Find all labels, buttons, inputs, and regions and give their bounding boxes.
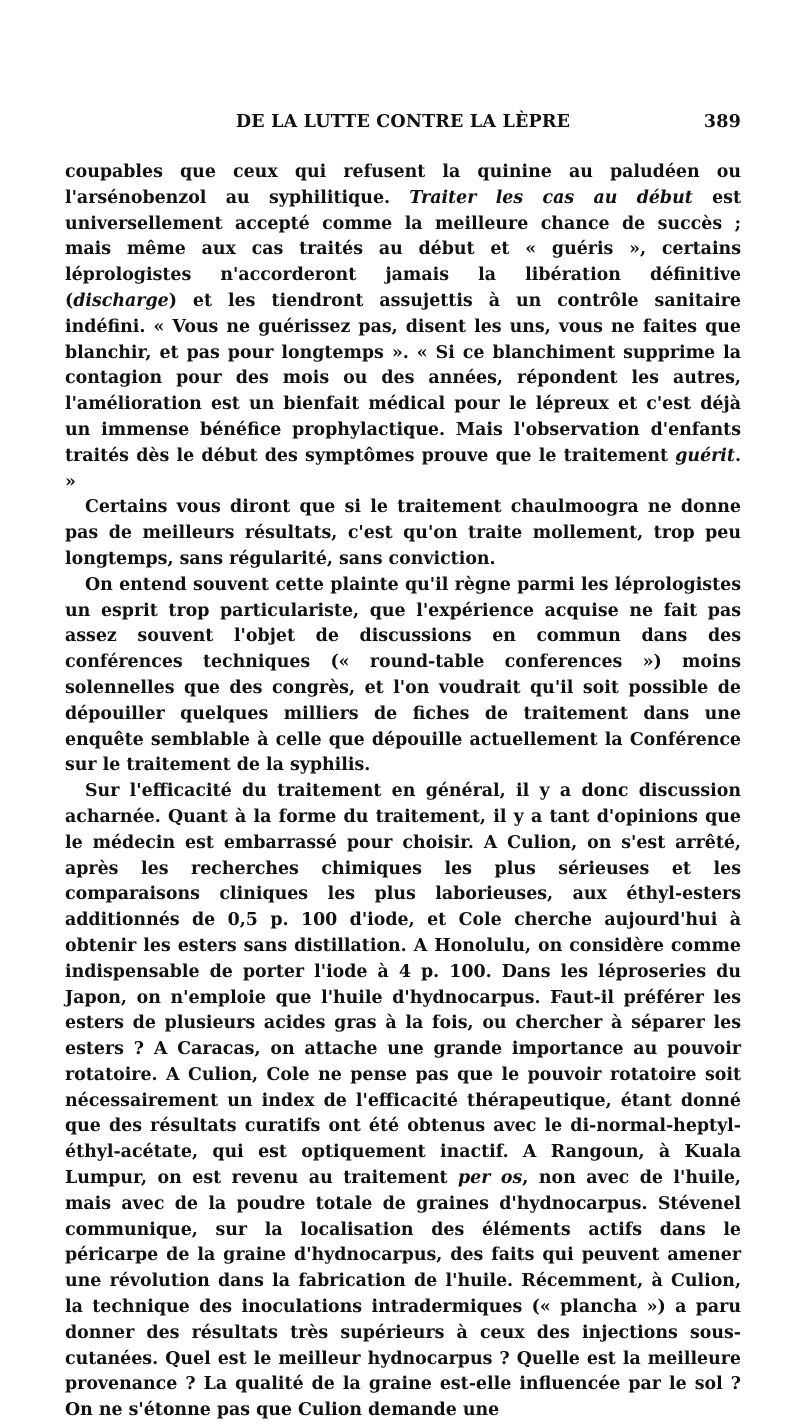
text-run: ) et les tiendront assujettis à un contrôle sanitaire indéfini. « Vous ne guérissez pas, disent les uns, vous ne faites que blanchir, et pas pour longtemps ». « Si ce blanchiment supprime la contagion pour des mois ou des années, répondent les autres, l'amélioration est un bienfait médical pour le lépreux et c'est déjà un immense bénéfice prophylactique. Mais l'observation d'enfants traités dès le début des symptômes prouve que le traitement bbox=[65, 290, 741, 466]
text-run: coupables que ceux qui refusent la quinine au paludéen ou l'arsénobenzol au syphilitique. bbox=[65, 162, 741, 208]
italic-run: per os bbox=[458, 1168, 523, 1189]
italic-run: Traiter les cas au début bbox=[409, 187, 693, 208]
paragraph-3 bbox=[65, 573, 741, 779]
text-run: est universellement accepté comme la meilleure chance de succès ; mais même aux cas traités au début et « guéris », certains léprologistes n'accorderont jamais la libération définitive ( bbox=[65, 187, 741, 311]
text-run: . » bbox=[65, 445, 741, 492]
running-title: DE LA LUTTE CONTRE LA LÈPRE bbox=[235, 112, 571, 132]
paragraph-2 bbox=[65, 495, 741, 572]
body-text bbox=[65, 160, 741, 1424]
italic-run: discharge bbox=[73, 290, 169, 311]
running-header bbox=[65, 112, 741, 142]
page-number: 389 bbox=[703, 112, 741, 132]
paragraph-4 bbox=[65, 779, 741, 1424]
text-run: On entend souvent cette plainte qu'il règne parmi les léprologistes un esprit trop particulariste, que l'expérience acquise ne fait pas assez souvent l'objet de discussions en commun dans des conférences techniques (« round-table conferences ») moins solennelles que des congrès, et l'on voudrait qu'il soit possible de dépouiller quelques milliers de fiches de traitement dans une enquête semblable à celle que dépouille actuellement la Conférence sur le traitement de la syphilis. bbox=[65, 574, 741, 776]
text-run: , non avec de l'huile, mais avec de la poudre totale de graines d'hydnocarpus. Stévenel communique, sur la localisation des éléments actifs dans le péricarpe de la graine d'hydnocarpus, des faits qui peuvent amener une révolution dans la fabrication de l'huile. Récemment, à Culion, la technique des inoculations intradermiques (« plancha ») a paru donner des résultats très supérieurs à ceux des injections sous-cutanées. Quel est le meilleur hydnocarpus ? Quelle est la meilleure provenance ? La qualité de la graine est-elle influencée par le sol ? On ne s'étonne pas que Culion demande une bbox=[65, 1168, 741, 1421]
paragraph-1 bbox=[65, 160, 741, 495]
document-page bbox=[65, 112, 741, 1424]
italic-run: guérit bbox=[675, 445, 735, 466]
text-run: Sur l'efficacité du traitement en général, il y a donc discussion acharnée. Quant à la forme du traitement, il y a tant d'opinions que le médecin est embarrassé pour choisir. A Culion, on s'est arrêté, après les recherches chimiques les plus sérieuses et les comparaisons cliniques les plus laborieuses, aux éthyl-esters additionnés de 0,5 p. 100 d'iode, et Cole cherche aujourd'hui à obtenir les esters sans distillation. A Honolulu, on considère comme indispensable de porter l'iode à 4 p. 100. Dans les léproseries du Japon, on n'emploie que l'huile d'hydnocarpus. Faut-il préférer les esters de plusieurs acides gras à la fois, ou chercher à séparer les esters ? A Caracas, on attache une grande importance au pouvoir rotatoire. A Culion, Cole ne pense pas que le pouvoir rotatoire soit nécessairement un index de l'efficacité thérapeutique, étant donné que des résultats curatifs ont été obtenus avec le di-normal-heptyl-éthyl-acétate, qui est optiquement inactif. A Rangoun, à Kuala Lumpur, on est revenu au traitement bbox=[65, 781, 741, 1189]
text-run: Certains vous diront que si le traitement chaulmoogra ne donne pas de meilleurs résultats, c'est qu'on traite mollement, trop peu longtemps, sans régularité, sans conviction. bbox=[65, 497, 741, 569]
